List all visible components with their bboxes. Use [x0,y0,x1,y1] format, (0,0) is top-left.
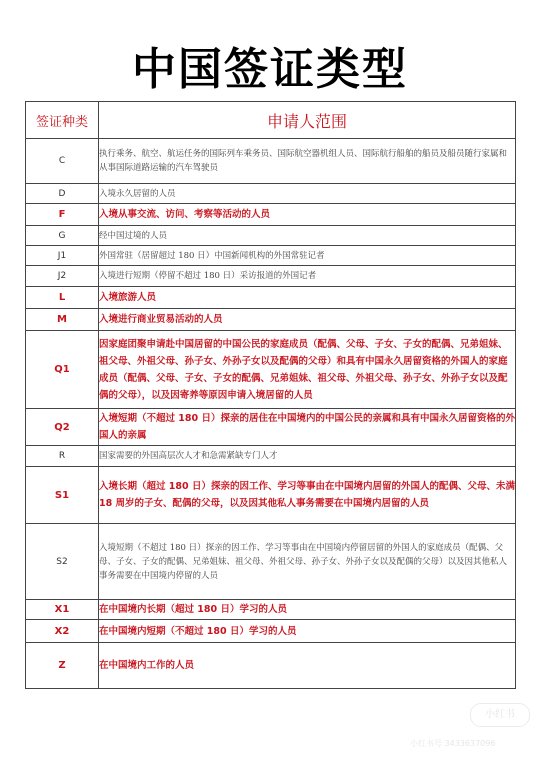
table-row [26,266,516,287]
table-row [26,331,516,409]
table-row [26,309,516,331]
visa-code: Q1 [26,331,99,409]
applicant-description: 执行乘务、航空、航运任务的国际列车乘务员、国际航空器机组人员、国际航行船舶的船员及船员随行家属和从事国际道路运输的汽车驾驶员 [99,139,516,184]
visa-code: S1 [26,467,99,524]
applicant-description: 国家需要的外国高层次人才和急需紧缺专门人才 [99,446,516,467]
applicant-description: 入境旅游人员 [99,287,516,309]
applicant-description: 入境长期（超过 180 日）探亲的因工作、学习等事由在中国境内居留的外国人的配偶、父母、未满 18 周岁的子女、配偶的父母，以及因其他私人事务需要在中国境内居留的人员 [99,467,516,524]
table-row [26,643,516,689]
visa-types-table [25,101,516,689]
applicant-description: 经中国过境的人员 [99,226,516,246]
table-row [26,139,516,184]
table-row [26,246,516,266]
table-row [26,467,516,524]
applicant-description: 入境永久居留的人员 [99,184,516,204]
table-row [26,184,516,204]
visa-code: J2 [26,266,99,287]
visa-code: G [26,226,99,246]
visa-code: J1 [26,246,99,266]
table-row [26,287,516,309]
table-row [26,446,516,467]
visa-code: M [26,309,99,331]
visa-code: R [26,446,99,467]
applicant-description: 入境进行商业贸易活动的人员 [99,309,516,331]
watermark-logo: 小红书 [470,703,530,727]
header-applicant-scope: 申请人范围 [99,102,516,139]
table-header-row [26,102,516,139]
visa-code: Q2 [26,409,99,446]
watermark-text: 小红书号 3433637096 [410,739,496,748]
visa-code: L [26,287,99,309]
table-row [26,409,516,446]
table-row [26,204,516,226]
visa-code: F [26,204,99,226]
visa-code: S2 [26,524,99,600]
applicant-description: 在中国境内长期（超过 180 日）学习的人员 [99,600,516,620]
table-row [26,524,516,600]
applicant-description: 入境短期（不超过 180 日）探亲的居住在中国境内的中国公民的亲属和具有中国永久居留资格的外国人的亲属 [99,409,516,446]
page-title: 中国签证类型 [132,44,408,95]
applicant-description: 在中国境内短期（不超过 180 日）学习的人员 [99,620,516,643]
applicant-description: 外国常驻（居留超过 180 日）中国新闻机构的外国常驻记者 [99,246,516,266]
visa-code: X2 [26,620,99,643]
visa-code: X1 [26,600,99,620]
applicant-description: 入境进行短期（停留不超过 180 日）采访报道的外国记者 [99,266,516,287]
header-visa-type: 签证种类 [26,102,99,139]
table-row [26,620,516,643]
applicant-description: 在中国境内工作的人员 [99,643,516,689]
table-row [26,226,516,246]
visa-code: D [26,184,99,204]
applicant-description: 入境从事交流、访问、考察等活动的人员 [99,204,516,226]
table-row [26,600,516,620]
applicant-description: 入境短期（不超过 180 日）探亲的因工作、学习等事由在中国境内停留居留的外国人的家庭成员（配偶、父母、子女、子女的配偶、兄弟姐妹、祖父母、外祖父母、孙子女、外孙子女以及配偶的父母）以及因其他私人事务需要在中国境内停留的人员 [99,524,516,600]
visa-code: Z [26,643,99,689]
visa-code: C [26,139,99,184]
applicant-description: 因家庭团聚申请赴中国居留的中国公民的家庭成员（配偶、父母、子女、子女的配偶、兄弟姐妹、祖父母、外祖父母、孙子女、外孙子女以及配偶的父母）和具有中国永久居留资格的外国人的家庭成员（配偶、父母、子女、子女的配偶、兄弟姐妹、祖父母、外祖父母、孙子女、外孙子女以及配偶的父母），以及因寄养等原因申请入境居留的人员 [99,331,516,409]
